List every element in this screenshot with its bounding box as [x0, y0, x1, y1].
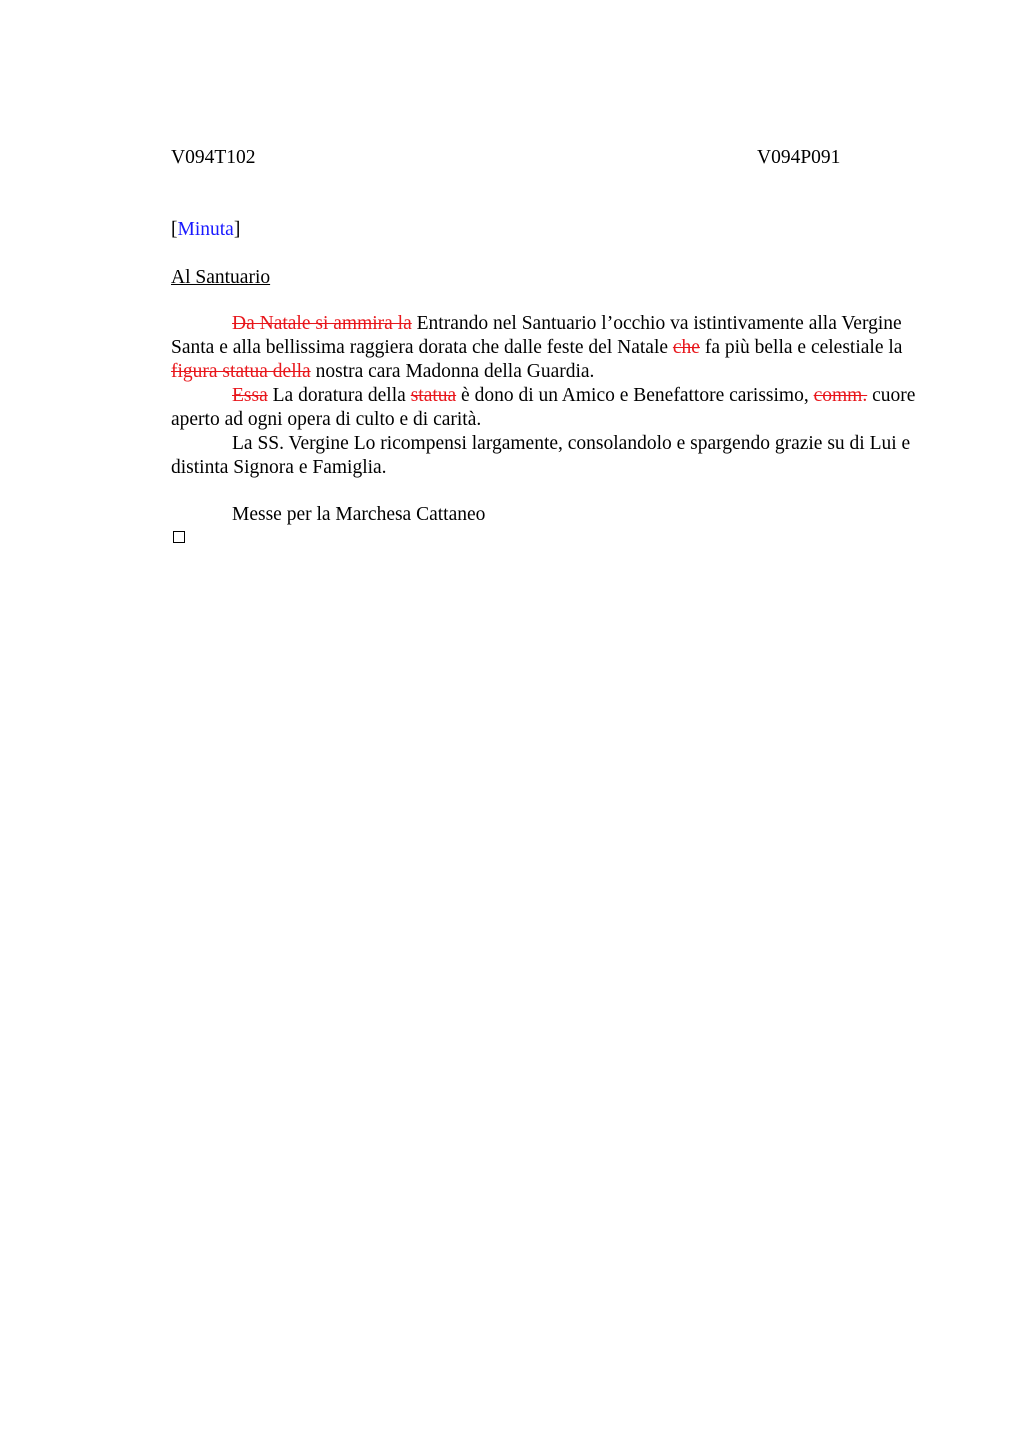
body-text: è dono di un Amico e Benefattore carissimo, [456, 385, 814, 406]
body-text: La SS. Vergine Lo ricompensi largamente, consolandolo e spargendo grazie su di Lui e distinta Signora e Famiglia. [171, 433, 911, 478]
body-text: nostra cara Madonna della Guardia. [310, 361, 595, 382]
document-code-right: V094P091 [757, 147, 841, 168]
document-title: Al Santuario [171, 267, 271, 288]
minuta-tag [171, 218, 240, 242]
close-bracket: ] [233, 219, 241, 240]
deleted-text: Da Natale si ammira la [232, 313, 412, 334]
deleted-text: che [672, 337, 700, 358]
paragraph-2 [171, 384, 919, 432]
body-text: cuore aperto ad ogni opera di culto e di carità. [171, 385, 916, 430]
deleted-text: figura statua della [171, 361, 311, 382]
checkbox-square-icon [173, 531, 185, 543]
body-text: fa più bella e celestiale la [699, 337, 903, 358]
paragraph-3 [171, 432, 919, 480]
deleted-text: comm. [813, 385, 868, 406]
document-body [171, 312, 919, 480]
open-bracket: [ [171, 219, 178, 240]
body-text: Entrando nel Santuario l’occhio va istintivamente alla Vergine Santa e alla bellissima raggiera dorata che dalle feste del Natale [171, 313, 902, 358]
minuta-label: Minuta [177, 219, 234, 240]
document-code-left: V094T102 [171, 147, 256, 168]
messe-note: Messe per la Marchesa Cattaneo [232, 504, 486, 525]
paragraph-1 [171, 312, 919, 384]
deleted-text: Essa [232, 385, 268, 406]
body-text: La doratura della [267, 385, 411, 406]
deleted-text: statua [410, 385, 457, 406]
